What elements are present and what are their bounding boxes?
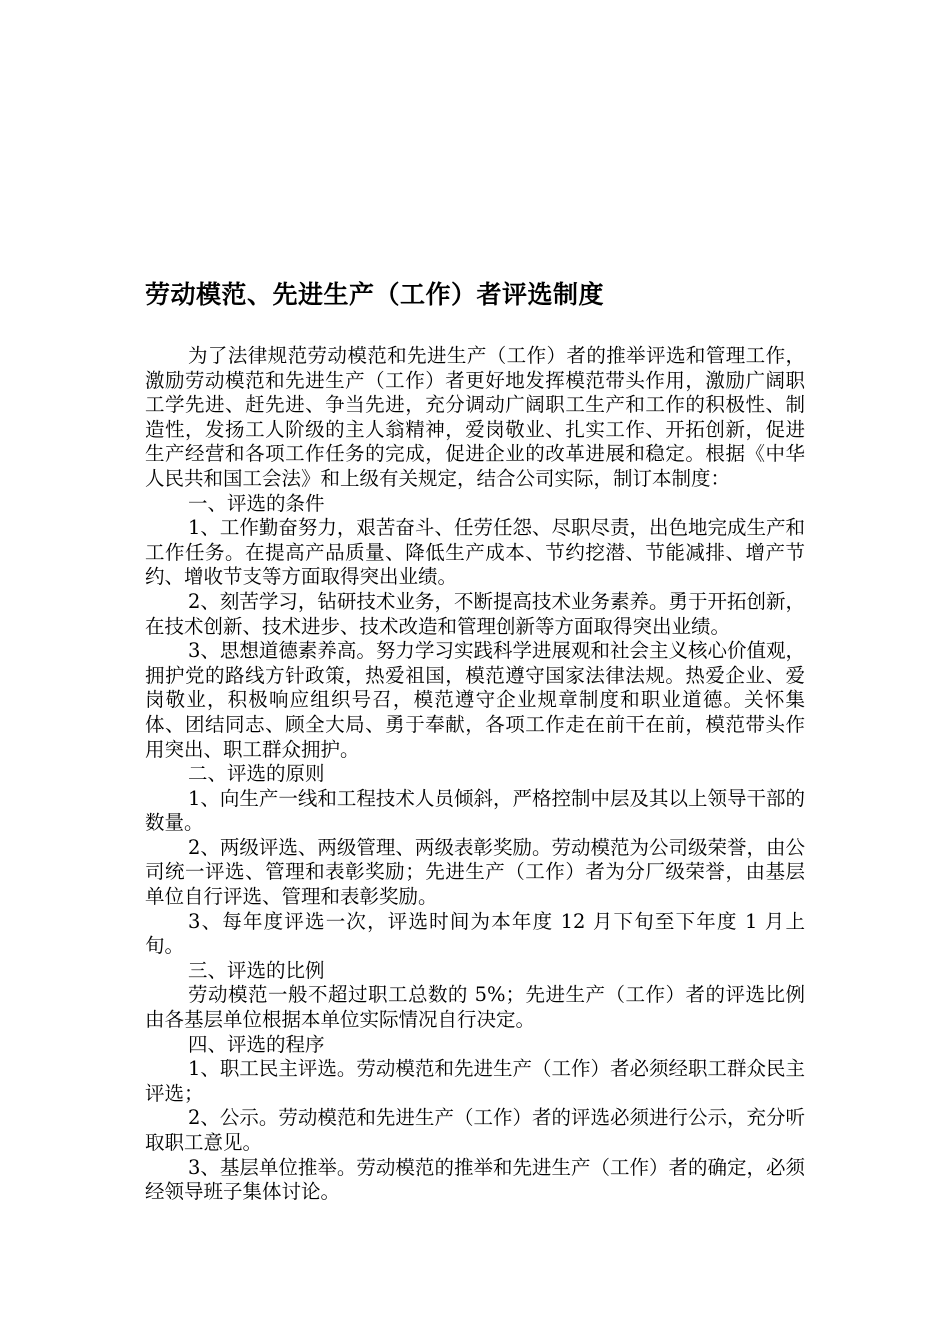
section-heading-ratio: 三、评选的比例 <box>188 958 325 982</box>
condition-item-2: 2、刻苦学习，钻研技术业务，不断提高技术业务素养。勇于开拓创新，在技术创新、技术进步、技术改造和管理创新等方面取得突出业绩。 <box>145 589 805 638</box>
document-body <box>145 344 805 1205</box>
section-heading-principles: 二、评选的原则 <box>188 762 325 786</box>
procedure-item-3: 3、基层单位推举。劳动模范的推举和先进生产（工作）者的确定，必须经领导班子集体讨论。 <box>145 1155 805 1204</box>
ratio-paragraph: 劳动模范一般不超过职工总数的 5%；先进生产（工作）者的评选比例由各基层单位根据本单位实际情况自行决定。 <box>145 983 805 1032</box>
principle-item-1: 1、向生产一线和工程技术人员倾斜，严格控制中层及其以上领导干部的数量。 <box>145 786 805 835</box>
document-title: 劳动模范、先进生产（工作）者评选制度 <box>145 280 605 309</box>
principle-item-3: 3、每年度评选一次，评选时间为本年度 12 月下旬至下年度 1 月上旬。 <box>145 909 805 958</box>
principle-item-2: 2、两级评选、两级管理、两级表彰奖励。劳动模范为公司级荣誉，由公司统一评选、管理和表彰奖励；先进生产（工作）者为分厂级荣誉，由基层单位自行评选、管理和表彰奖励。 <box>145 835 805 909</box>
section-heading-procedure: 四、评选的程序 <box>188 1032 325 1056</box>
intro-paragraph: 为了法律规范劳动模范和先进生产（工作）者的推举评选和管理工作，激励劳动模范和先进生产（工作）者更好地发挥模范带头作用，激励广阔职工学先进、赶先进、争当先进，充分调动广阔职工生产和工作的积极性、制造性，发扬工人阶级的主人翁精神，爱岗敬业、扎实工作、开拓创新，促进生产经营和各项工作任务的完成，促进企业的改革进展和稳定。根据《中华人民共和国工会法》和上级有关规定，结合公司实际，制订本制度： <box>145 344 805 490</box>
condition-item-3: 3、思想道德素养高。努力学习实践科学进展观和社会主义核心价值观，拥护党的路线方针政策，热爱祖国，模范遵守国家法律法规。热爱企业、爱岗敬业，积极响应组织号召，模范遵守企业规章制度和职业道德。关怀集体、团结同志、顾全大局、勇于奉献，各项工作走在前干在前，模范带头作用突出、职工群众拥护。 <box>145 639 805 761</box>
condition-item-1: 1、工作勤奋努力，艰苦奋斗、任劳任怨、尽职尽责，出色地完成生产和工作任务。在提高产品质量、降低生产成本、节约挖潜、节能减排、增产节约、增收节支等方面取得突出业绩。 <box>145 516 805 589</box>
procedure-item-2: 2、公示。劳动模范和先进生产（工作）者的评选必须进行公示，充分听取职工意见。 <box>145 1106 805 1154</box>
procedure-item-1: 1、职工民主评选。劳动模范和先进生产（工作）者必须经职工群众民主评选； <box>145 1057 805 1105</box>
section-heading-conditions: 一、评选的条件 <box>188 491 325 515</box>
